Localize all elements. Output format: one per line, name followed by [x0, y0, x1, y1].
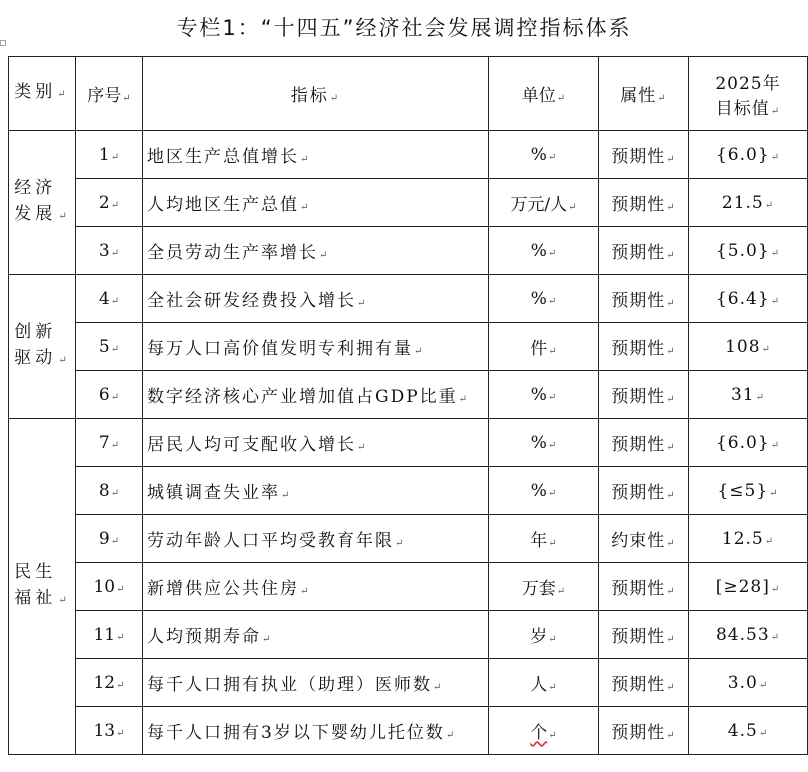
table-row	[9, 707, 808, 755]
attribute-cell: 预期性↵	[599, 179, 689, 227]
table-row	[9, 419, 808, 467]
indicator-name: 居民人均可支配收入增长↵	[143, 419, 489, 467]
table-row	[9, 659, 808, 707]
indicator-name: 城镇调查失业率↵	[143, 467, 489, 515]
category-cell: 民生福祉 ↵	[9, 419, 76, 755]
category-label: 经济发展	[14, 178, 57, 224]
indicator-table	[8, 56, 808, 755]
target-value: 12.5↵	[689, 515, 808, 563]
unit-cell: %↵	[489, 419, 599, 467]
target-value: {6.4}↵	[689, 275, 808, 323]
table-row	[9, 611, 808, 659]
category-cell: 经济发展 ↵	[9, 131, 76, 275]
row-number: 5↵	[76, 323, 143, 371]
unit-cell: 岁↵	[489, 611, 599, 659]
target-value: {≤5}↵	[689, 467, 808, 515]
row-number: 7↵	[76, 419, 143, 467]
table-row	[9, 323, 808, 371]
page-title: 专栏1：“十四五”经济社会发展调控指标体系	[176, 16, 632, 40]
unit-cell: 个↵	[489, 707, 599, 755]
row-number: 11↵	[76, 611, 143, 659]
table-row	[9, 179, 808, 227]
target-value: {5.0}↵	[689, 227, 808, 275]
unit-cell: 万元/人↵	[489, 179, 599, 227]
target-value: 108↵	[689, 323, 808, 371]
indicator-name: 新增供应公共住房↵	[143, 563, 489, 611]
row-number: 4↵	[76, 275, 143, 323]
category-label: 创新驱动	[14, 322, 57, 368]
target-value: {6.0}↵	[689, 419, 808, 467]
attribute-cell: 预期性↵	[599, 611, 689, 659]
row-number: 10↵	[76, 563, 143, 611]
category-label: 民生福祉	[14, 562, 57, 608]
header-number: 序号↵	[76, 57, 143, 131]
header-unit: 单位↵	[489, 57, 599, 131]
target-value: 84.53↵	[689, 611, 808, 659]
target-value: 4.5↵	[689, 707, 808, 755]
attribute-cell: 预期性↵	[599, 419, 689, 467]
row-number: 2↵	[76, 179, 143, 227]
indicator-name: 全员劳动生产率增长↵	[143, 227, 489, 275]
table-row	[9, 371, 808, 419]
indicator-name: 每千人口拥有执业（助理）医师数↵	[143, 659, 489, 707]
target-value: 31↵	[689, 371, 808, 419]
table-row	[9, 227, 808, 275]
target-value: 3.0↵	[689, 659, 808, 707]
row-number: 12↵	[76, 659, 143, 707]
header-attribute: 属性↵	[599, 57, 689, 131]
table-row	[9, 275, 808, 323]
indicator-name: 数字经济核心产业增加值占GDP比重↵	[143, 371, 489, 419]
indicator-name: 人均预期寿命↵	[143, 611, 489, 659]
attribute-cell: 预期性↵	[599, 131, 689, 179]
target-value: 21.5↵	[689, 179, 808, 227]
attribute-cell: 预期性↵	[599, 323, 689, 371]
row-number: 1↵	[76, 131, 143, 179]
header-category: 类别↵	[9, 57, 76, 131]
unit-cell: 件↵	[489, 323, 599, 371]
indicator-name: 劳动年龄人口平均受教育年限↵	[143, 515, 489, 563]
attribute-cell: 预期性↵	[599, 227, 689, 275]
unit-cell: 万套↵	[489, 563, 599, 611]
unit-cell: 年↵	[489, 515, 599, 563]
unit-cell: %↵	[489, 371, 599, 419]
attribute-cell: 预期性↵	[599, 659, 689, 707]
indicator-name: 人均地区生产总值↵	[143, 179, 489, 227]
indicator-name: 全社会研发经费投入增长↵	[143, 275, 489, 323]
target-value: {6.0}↵	[689, 131, 808, 179]
table-body	[9, 131, 808, 755]
table-row	[9, 515, 808, 563]
header-indicator: 指标↵	[143, 57, 489, 131]
unit-cell: 人↵	[489, 659, 599, 707]
attribute-cell: 预期性↵	[599, 707, 689, 755]
target-value: [≥28]↵	[689, 563, 808, 611]
indicator-name: 每千人口拥有3岁以下婴幼儿托位数↵	[143, 707, 489, 755]
table-row	[9, 131, 808, 179]
unit-cell: %↵	[489, 467, 599, 515]
table-row	[9, 467, 808, 515]
attribute-cell: 约束性↵	[599, 515, 689, 563]
attribute-cell: 预期性↵	[599, 467, 689, 515]
unit-cell: %↵	[489, 131, 599, 179]
row-number: 9↵	[76, 515, 143, 563]
row-number: 13↵	[76, 707, 143, 755]
attribute-cell: 预期性↵	[599, 275, 689, 323]
indicator-name: 地区生产总值增长↵	[143, 131, 489, 179]
attribute-cell: 预期性↵	[599, 563, 689, 611]
header-target: 2025年 目标值↵	[689, 57, 808, 131]
table-row	[9, 563, 808, 611]
unit-cell: %↵	[489, 227, 599, 275]
margin-marker	[0, 40, 6, 46]
row-number: 3↵	[76, 227, 143, 275]
attribute-cell: 预期性↵	[599, 371, 689, 419]
row-number: 6↵	[76, 371, 143, 419]
unit-cell: %↵	[489, 275, 599, 323]
row-number: 8↵	[76, 467, 143, 515]
table-header-row	[9, 57, 808, 131]
category-cell: 创新驱动 ↵	[9, 275, 76, 419]
indicator-name: 每万人口高价值发明专利拥有量↵	[143, 323, 489, 371]
